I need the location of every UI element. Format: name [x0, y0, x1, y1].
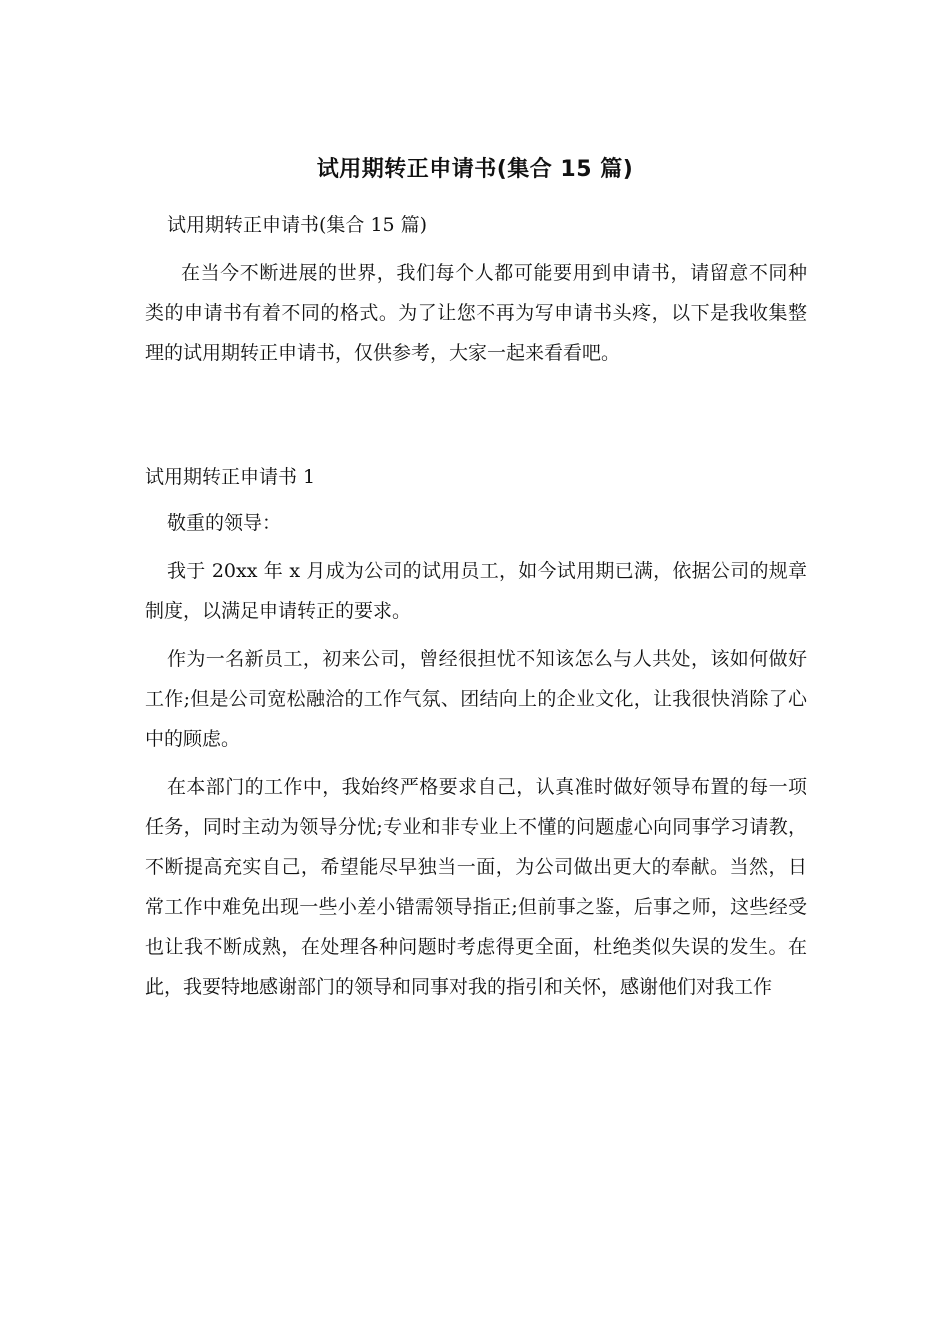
- section-heading: 试用期转正申请书 1: [145, 466, 316, 488]
- section-spacer: [145, 381, 807, 457]
- document-subtitle: 试用期转正申请书(集合 15 篇): [167, 214, 428, 236]
- body-paragraph: 在本部门的工作中，我始终严格要求自己，认真准时做好领导布置的每一项任务，同时主动为领导分忧;专业和非专业上不懂的问题虚心向同事学习请教，不断提高充实自己，希望能尽早独当一面，为公司做出更大的奉献。当然，日常工作中难免出现一些小差小错需领导指正;但前事之鉴，后事之师，这些经受也让我不断成熟，在处理各种问题时考虑得更全面，杜绝类似失误的发生。在此，我要特地感谢部门的领导和同事对我的指引和关怀，感谢他们对我工作: [145, 776, 807, 998]
- body-paragraph: 我于 20xx 年 x 月成为公司的试用员工，如今试用期已满，依据公司的规章制度，以满足申请转正的要求。: [145, 560, 807, 622]
- document-title: 试用期转正申请书(集合 15 篇): [316, 157, 634, 182]
- intro-paragraph: 在当今不断进展的世界，我们每个人都可能要用到申请书，请留意不同种类的申请书有着不同的格式。为了让您不再为写申请书头疼，以下是我收集整理的试用期转正申请书，仅供参考，大家一起来看看吧。: [145, 262, 807, 364]
- body-paragraph: 作为一名新员工，初来公司，曾经很担忧不知该怎么与人共处，该如何做好工作;但是公司宽松融洽的工作气氛、团结向上的企业文化，让我很快消除了心中的顾虑。: [145, 648, 807, 750]
- salutation: 敬重的领导：: [167, 512, 282, 534]
- document-body: [145, 205, 807, 1015]
